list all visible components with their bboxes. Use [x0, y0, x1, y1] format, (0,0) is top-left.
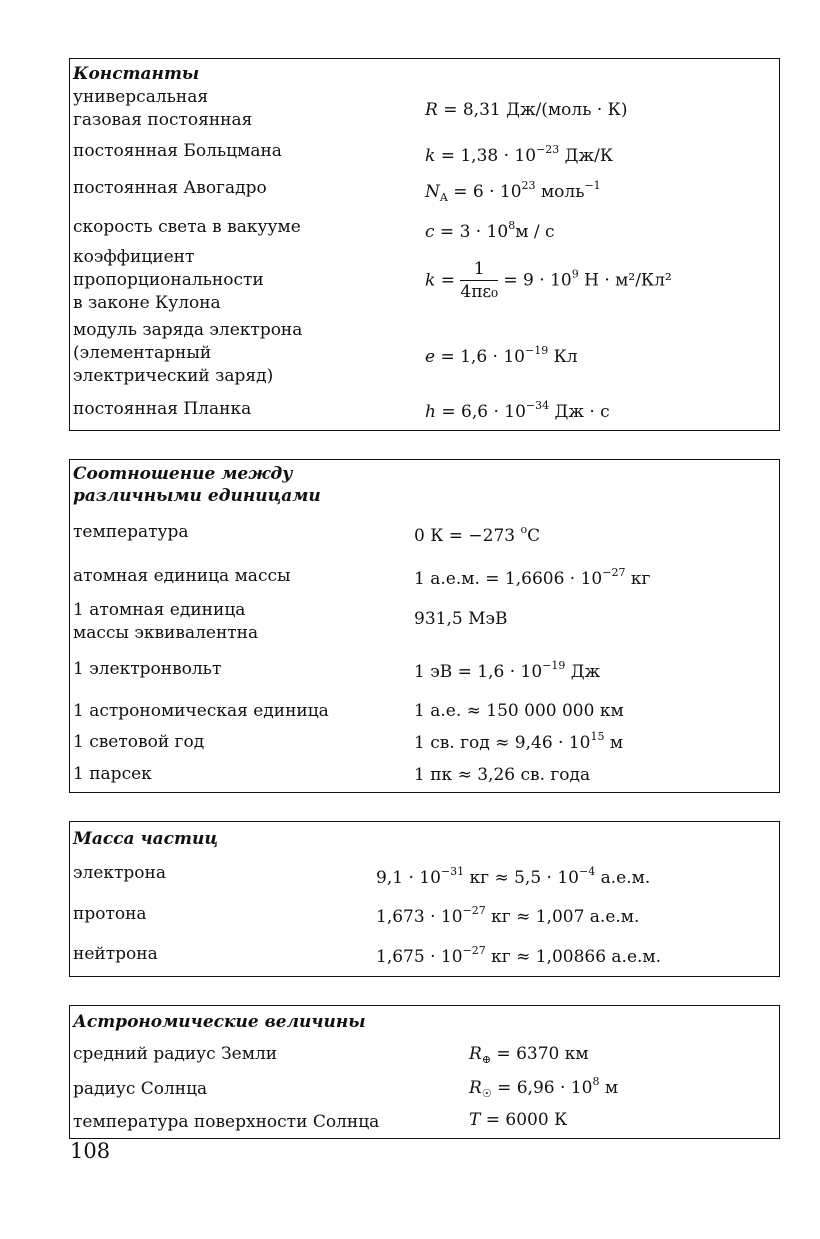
- page-number: 108: [70, 1139, 111, 1163]
- astro-value: $R_\oplus = 6370$ км: [469, 1044, 589, 1066]
- constant-label: скорость света в вакууме: [73, 217, 301, 237]
- astro-value: T = 6000 К: [469, 1110, 568, 1130]
- unit-value: 0 К = −273 $^о$С: [414, 523, 541, 546]
- unit-value: 1 св. год ≈ $9,46 \cdot 10^{15}$ м: [414, 730, 624, 753]
- constant-label: постоянная Авогадро: [73, 178, 267, 198]
- unit-label: температура: [73, 522, 189, 542]
- unit-label: 1 электронвольт: [73, 659, 222, 679]
- units-title: Соотношение между различными единицами: [73, 464, 321, 506]
- constant-value: $N_A = 6 \cdot 10^{23}$ моль$^{-1}$: [425, 179, 601, 204]
- particle-label: электрона: [73, 863, 166, 883]
- unit-label: 1 световой год: [73, 732, 205, 752]
- constant-value: R = 8,31 Дж/(моль · К): [425, 100, 628, 120]
- constant-label: универсальная газовая постоянная: [73, 87, 253, 130]
- astro-table: [69, 1005, 780, 1139]
- unit-label: 1 атомная единица массы эквивалентна: [73, 600, 259, 643]
- constants-title: Константы: [73, 64, 200, 84]
- particle-label: нейтрона: [73, 944, 158, 964]
- particle-label: протона: [73, 904, 147, 924]
- unit-value: 1 пк ≈ 3,26 св. года: [414, 765, 591, 785]
- constant-label: коэффициент пропорциональности в законе Кулона: [73, 247, 264, 313]
- fraction: $\frac{1}{\text{4πε₀}}$: [460, 259, 498, 302]
- units-table: [69, 459, 780, 793]
- unit-label: 1 парсек: [73, 764, 152, 784]
- particle-value: $1,673 \cdot 10^{-27}$ кг ≈ 1,007 а.е.м.: [376, 904, 640, 927]
- constant-label: постоянная Больцмана: [73, 141, 282, 161]
- astro-label: средний радиус Земли: [73, 1044, 278, 1064]
- constant-value: $k = 1,38 \cdot 10^{-23}$ Дж/К: [425, 143, 614, 166]
- unit-value: 1 а.е. ≈ 150 000 000 км: [414, 701, 624, 721]
- particle-value: $9,1 \cdot 10^{-31}$ кг ≈ $5,5 \cdot 10^{-4}$ а.е.м.: [376, 865, 651, 888]
- astro-value: $R_☉ = 6,96 \cdot 10^8$ м: [469, 1075, 619, 1100]
- astro-title: Астрономические величины: [73, 1012, 366, 1032]
- unit-value: 931,5 МэВ: [414, 609, 508, 629]
- constant-value: $h = 6,6 \cdot 10^{-34}$ Дж · с: [425, 399, 610, 422]
- astro-label: температура поверхности Солнца: [73, 1112, 380, 1132]
- particle-value: $1,675 \cdot 10^{-27}$ кг ≈ 1,00866 а.е.м.: [376, 944, 662, 967]
- particles-table: [69, 821, 780, 977]
- constants-table: [69, 58, 780, 431]
- unit-value: 1 эВ = $1,6 \cdot 10^{-19}$ Дж: [414, 659, 601, 682]
- particles-title: Масса частиц: [73, 829, 218, 849]
- constant-value: $e = 1,6 \cdot 10^{-19}$ Кл: [425, 344, 578, 367]
- constant-label: модуль заряда электрона (элементарный электрический заряд): [73, 320, 303, 386]
- unit-label: 1 астрономическая единица: [73, 701, 329, 721]
- astro-label: радиус Солнца: [73, 1079, 208, 1099]
- unit-label: атомная единица массы: [73, 566, 291, 586]
- constant-label: постоянная Планка: [73, 399, 252, 419]
- constant-value: $c = 3 \cdot 10^8м / с$: [425, 219, 555, 242]
- constant-value: k = $\frac{1}{\text{4πε₀}}$ = $9 \cdot 10^9$ Н · м²/Кл²: [425, 259, 672, 302]
- unit-value: 1 а.е.м. = $1,6606 \cdot 10^{-27}$ кг: [414, 566, 651, 589]
